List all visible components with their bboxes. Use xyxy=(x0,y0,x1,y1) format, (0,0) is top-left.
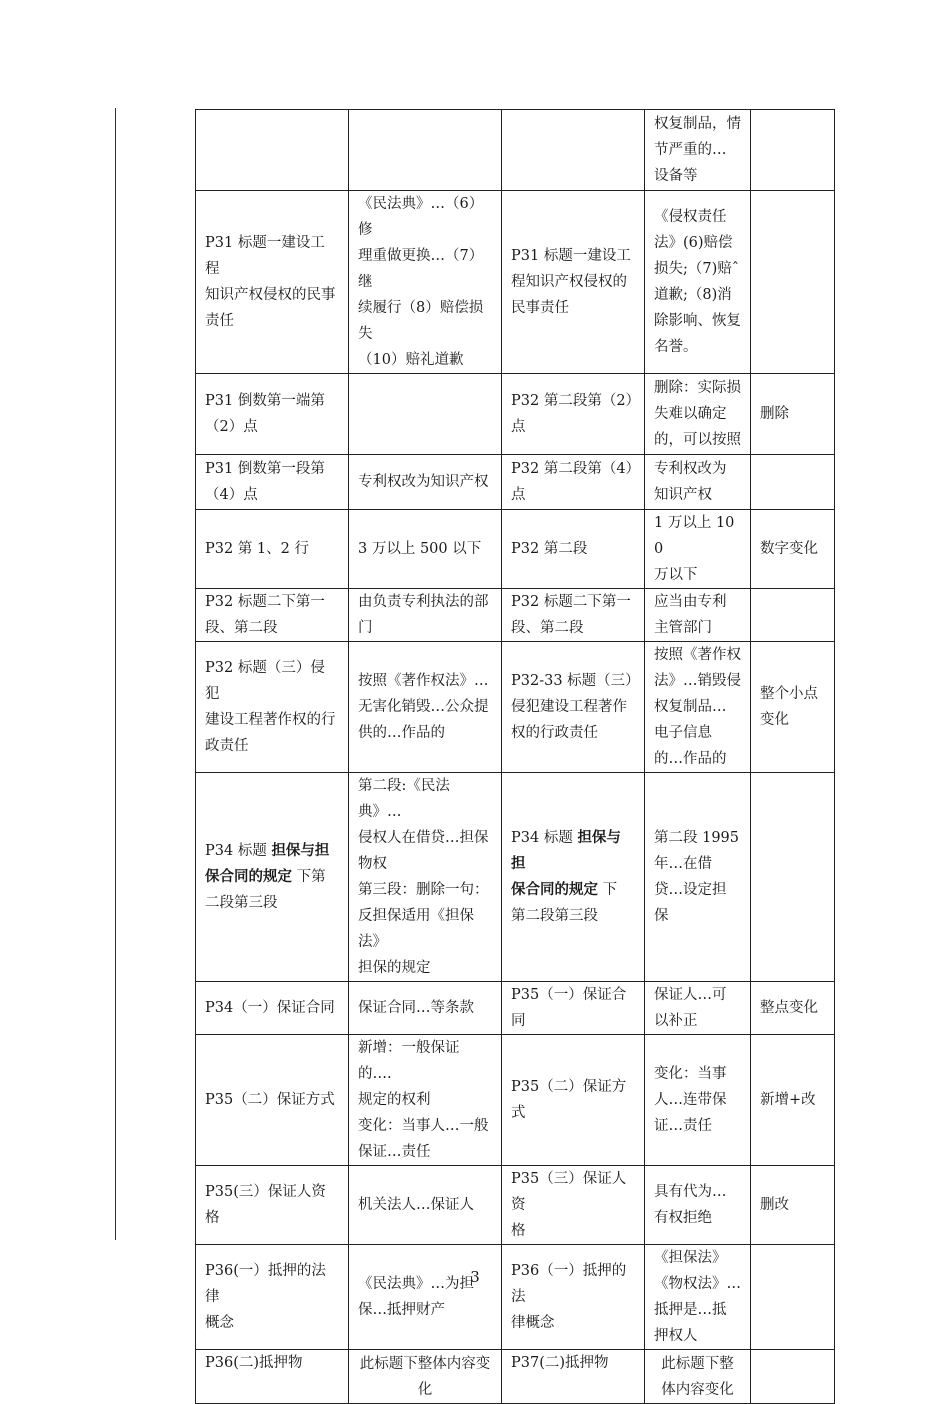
cell-new-location: P32 第二段第（4） 点 xyxy=(502,455,645,510)
cell-remark xyxy=(751,773,835,982)
table-row xyxy=(196,455,835,510)
cell-old-content xyxy=(349,374,502,455)
cell-new-content: 第二段 1995 年…在借 贷…设定担 保 xyxy=(645,773,751,982)
cell-old-location: P36(二)抵押物 xyxy=(196,1350,349,1404)
page-number: 3 xyxy=(470,1268,480,1286)
cell-new-location: P32 第二段第（2） 点 xyxy=(502,374,645,455)
cell-remark: 数字变化 xyxy=(751,510,835,589)
cell-new-content: 权复制品，情 节严重的… 设备等 xyxy=(645,110,751,191)
cell-new-location: P36（一）抵押的法 律概念 xyxy=(502,1245,645,1350)
cell-remark: 整个小点 变化 xyxy=(751,642,835,773)
table-row xyxy=(196,642,835,773)
table-row xyxy=(196,589,835,642)
cell-old-location: P35(三）保证人资格 xyxy=(196,1166,349,1245)
table-row xyxy=(196,1035,835,1166)
cell-old-location: P36(一）抵押的法律 概念 xyxy=(196,1245,349,1350)
cell-new-location: P37(二)抵押物 xyxy=(502,1350,645,1404)
cell-new-location: P35（三）保证人资 格 xyxy=(502,1166,645,1245)
cell-old-content xyxy=(349,110,502,191)
cell-remark xyxy=(751,110,835,191)
cell-new-content: 按照《著作权 法》…销毁侵 权复制品… 电子信息 的…作品的 xyxy=(645,642,751,773)
cell-new-location: P34 标题 担保与担 保合同的规定 下 第二段第三段 xyxy=(502,773,645,982)
cell-new-location: P32-33 标题（三） 侵犯建设工程著作 权的行政责任 xyxy=(502,642,645,773)
cell-remark: 新增+改 xyxy=(751,1035,835,1166)
cell-new-content: 保证人…可 以补正 xyxy=(645,982,751,1035)
cell-new-location: P35（一）保证合同 xyxy=(502,982,645,1035)
cell-old-content: 《民法典》…（6）修 理重做更换…（7）继 续履行（8）赔偿损失 （10）赔礼道歉 xyxy=(349,191,502,374)
cell-old-content: 此标题下整体内容变 化 xyxy=(349,1350,502,1404)
cell-old-location: P32 标题二下第一 段、第二段 xyxy=(196,589,349,642)
cell-old-content: 《民法典》…为担 保…抵押财产 xyxy=(349,1245,502,1350)
cell-remark xyxy=(751,455,835,510)
cell-old-content: 专利权改为知识产权 xyxy=(349,455,502,510)
cell-old-content: 新增：一般保证的…. 规定的权利 变化：当事人…一般 保证…责任 xyxy=(349,1035,502,1166)
cell-new-content: 删除：实际损 失难以确定 的，可以按照 xyxy=(645,374,751,455)
table-row xyxy=(196,1245,835,1350)
cell-old-content: 保证合同…等条款 xyxy=(349,982,502,1035)
cell-new-content: 此标题下整 体内容变化 xyxy=(645,1350,751,1404)
table-row xyxy=(196,110,835,191)
cell-old-content: 按照《著作权法》… 无害化销毁…公众提 供的…作品的 xyxy=(349,642,502,773)
cell-new-content: 《担保法》 《物权法》… 抵押是…抵 押权人 xyxy=(645,1245,751,1350)
cell-new-location: P32 第二段 xyxy=(502,510,645,589)
cell-new-location: P35（二）保证方式 xyxy=(502,1035,645,1166)
table-row xyxy=(196,510,835,589)
cell-remark: 删改 xyxy=(751,1166,835,1245)
cell-remark: 整点变化 xyxy=(751,982,835,1035)
cell-remark: 删除 xyxy=(751,374,835,455)
cell-old-location: P34 标题 担保与担 保合同的规定 下第 二段第三段 xyxy=(196,773,349,982)
margin-rule xyxy=(115,108,116,1240)
cell-new-content: 《侵权责任 法》(6)赔偿 损失;（7)赔ˆ 道歉;（8)消 除影响、恢复 名誉。 xyxy=(645,191,751,374)
cell-new-location: P32 标题二下第一 段、第二段 xyxy=(502,589,645,642)
cell-new-content: 具有代为… 有权拒绝 xyxy=(645,1166,751,1245)
cell-new-location xyxy=(502,110,645,191)
cell-old-location: P35（二）保证方式 xyxy=(196,1035,349,1166)
cell-old-content: 3 万以上 500 以下 xyxy=(349,510,502,589)
cell-remark xyxy=(751,589,835,642)
table-row xyxy=(196,982,835,1035)
cell-new-content: 应当由专利 主管部门 xyxy=(645,589,751,642)
cell-old-content: 第二段:《民法典》… 侵权人在借贷…担保 物权 第三段：删除一句： 反担保适用《担保法》 担保的规定 xyxy=(349,773,502,982)
cell-remark xyxy=(751,1350,835,1404)
table-row xyxy=(196,773,835,982)
comparison-table xyxy=(195,109,835,1404)
table-row xyxy=(196,1350,835,1404)
cell-old-location: P31 标题一建设工程 知识产权侵权的民事 责任 xyxy=(196,191,349,374)
cell-new-location: P31 标题一建设工 程知识产权侵权的 民事责任 xyxy=(502,191,645,374)
cell-old-location: P34（一）保证合同 xyxy=(196,982,349,1035)
table-row xyxy=(196,1166,835,1245)
cell-old-location: P32 第 1、2 行 xyxy=(196,510,349,589)
cell-new-content: 专利权改为 知识产权 xyxy=(645,455,751,510)
table-row xyxy=(196,191,835,374)
cell-old-location: P31 倒数第一端第 （2）点 xyxy=(196,374,349,455)
cell-old-content: 由负责专利执法的部 门 xyxy=(349,589,502,642)
cell-old-location xyxy=(196,110,349,191)
cell-new-content: 1 万以上 100 万以下 xyxy=(645,510,751,589)
cell-old-content: 机关法人…保证人 xyxy=(349,1166,502,1245)
cell-remark xyxy=(751,1245,835,1350)
cell-old-location: P31 倒数第一段第 （4）点 xyxy=(196,455,349,510)
cell-remark xyxy=(751,191,835,374)
cell-new-content: 变化：当事 人…连带保 证…责任 xyxy=(645,1035,751,1166)
cell-old-location: P32 标题（三）侵犯 建设工程著作权的行 政责任 xyxy=(196,642,349,773)
table-row xyxy=(196,374,835,455)
